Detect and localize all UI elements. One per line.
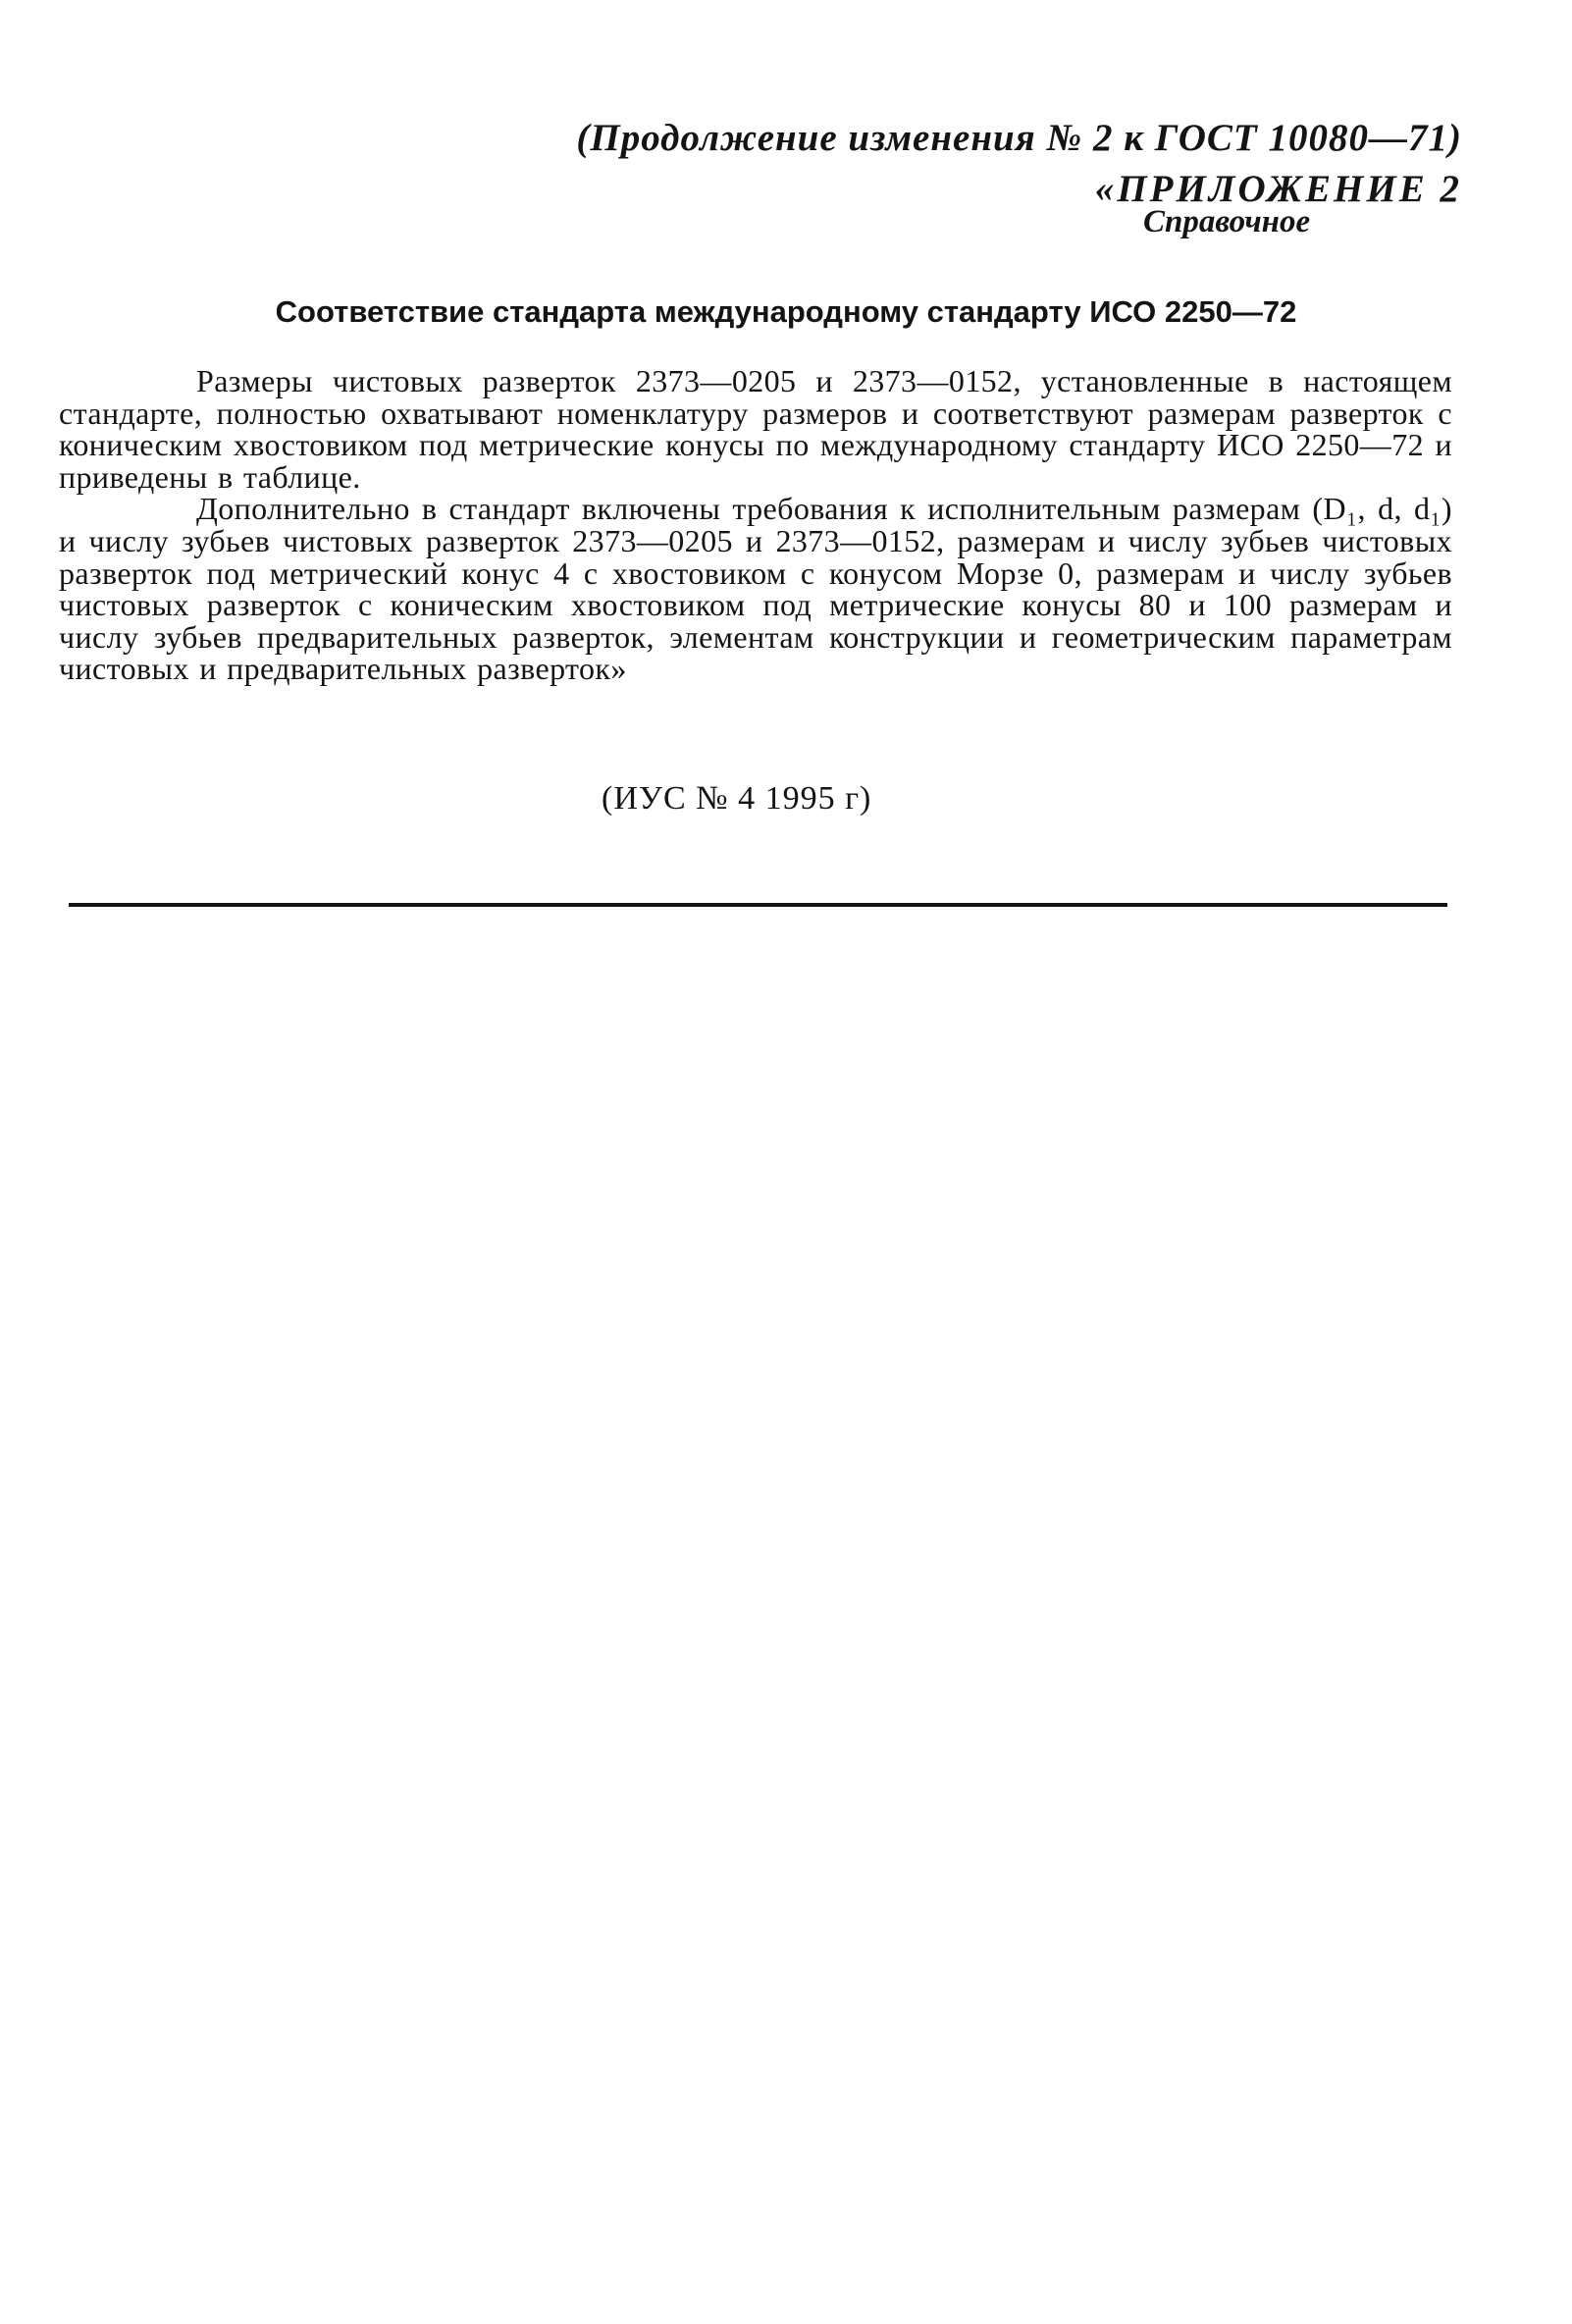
section-heading: Соответствие стандарта международному стандарту ИСО 2250—72 [275,294,1297,329]
paragraph-additional-requirements: Дополнительно в стандарт включены требования к исполнительным размерам (D₁, d, d₁) и числу зубьев чистовых разверток 2373—0205 и 2373—0152, размерам и числу зубьев чистовых разверток под метрический конус 4 с хвостовиком с конусом Морзе 0, размерам и числу зубьев чистовых разверток с коническим хвостовиком под метрические конусы 80 и 100 размерам и числу зубьев предварительных разверток, элементам конструкции и геометрическим параметрам чистовых и предварительных разверток» [59,491,1452,687]
appendix-type: Справочное [1143,204,1311,239]
continuation-header: (Продолжение изменения № 2 к ГОСТ 10080—71) [576,117,1462,159]
source-note: (ИУС № 4 1995 г) [602,780,872,817]
body-text [59,365,1452,685]
appendix-title: «ПРИЛОЖЕНИЕ 2 [1094,168,1462,210]
bottom-divider [69,903,1447,907]
paragraph-dimensions: Размеры чистовых разверток 2373—0205 и 2373—0152, установленные в настоящем стандарте, полностью охватывают номенклатуру размеров и соответствуют размерам разверток с коническим хвостовиком под метрические конусы по международному стандарту ИСО 2250—72 и приведены в таблице. [59,363,1452,495]
